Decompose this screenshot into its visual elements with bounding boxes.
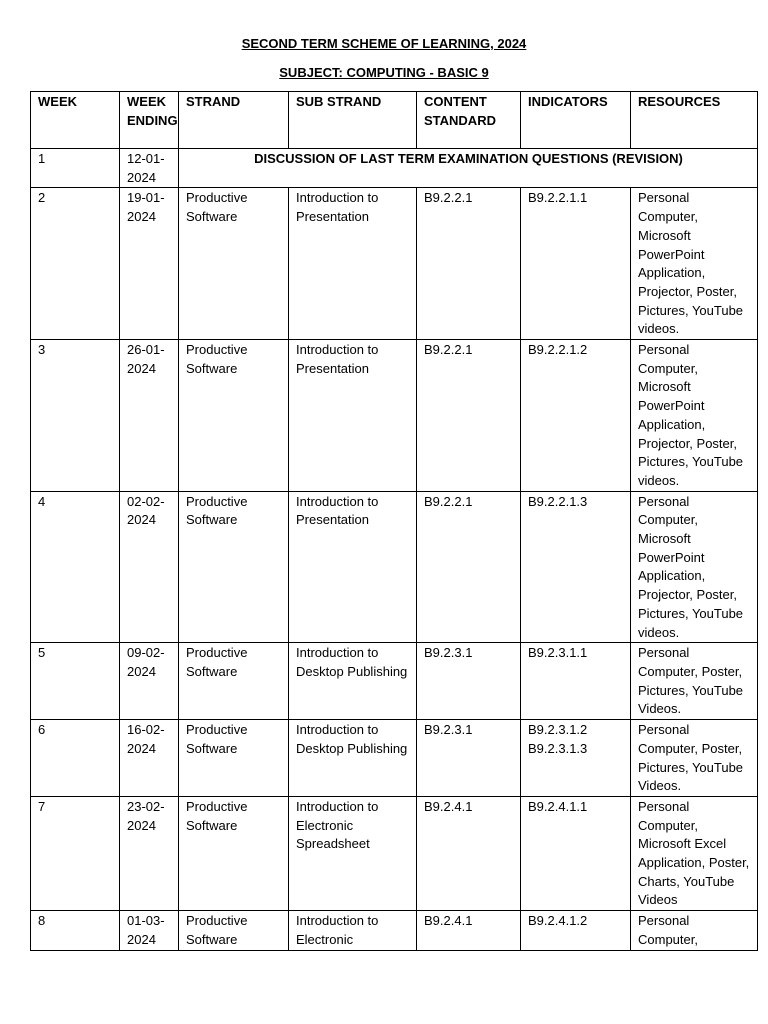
column-header-strand: STRAND xyxy=(179,92,289,149)
week-ending-cell: 26-01-2024 xyxy=(120,340,179,492)
week-ending-cell: 19-01-2024 xyxy=(120,188,179,340)
content-standard-cell: B9.2.2.1 xyxy=(417,491,521,643)
week-cell: 2 xyxy=(31,188,120,340)
indicators-cell: B9.2.3.1.1 xyxy=(521,643,631,720)
table-row xyxy=(31,911,758,950)
table-row xyxy=(31,491,758,643)
sub-strand-cell: Introduction to Presentation xyxy=(289,340,417,492)
table-row xyxy=(31,796,758,910)
table-row xyxy=(31,188,758,340)
indicators-cell: B9.2.3.1.2 B9.2.3.1.3 xyxy=(521,720,631,797)
column-header-content-standard: CONTENT STANDARD xyxy=(417,92,521,149)
sub-strand-cell: Introduction to Presentation xyxy=(289,188,417,340)
subject-heading: SUBJECT: COMPUTING - BASIC 9 xyxy=(279,65,489,80)
document-title: SECOND TERM SCHEME OF LEARNING, 2024 xyxy=(241,36,527,51)
resources-cell: Personal Computer, Microsoft PowerPoint Application, Projector, Poster, Pictures, YouTube videos. xyxy=(631,188,758,340)
column-header-sub-strand: SUB STRAND xyxy=(289,92,417,149)
week-cell: 4 xyxy=(31,491,120,643)
indicators-cell: B9.2.2.1.3 xyxy=(521,491,631,643)
indicators-cell: B9.2.4.1.2 xyxy=(521,911,631,950)
header-row xyxy=(31,92,758,149)
table-row xyxy=(31,340,758,492)
sub-strand-cell: Introduction to Electronic xyxy=(289,911,417,950)
content-standard-cell: B9.2.4.1 xyxy=(417,796,521,910)
week-ending-cell: 23-02-2024 xyxy=(120,796,179,910)
content-standard-cell: B9.2.2.1 xyxy=(417,188,521,340)
sub-strand-cell: Introduction to Desktop Publishing xyxy=(289,720,417,797)
content-standard-cell: B9.2.3.1 xyxy=(417,720,521,797)
week-cell: 3 xyxy=(31,340,120,492)
week-cell: 7 xyxy=(31,796,120,910)
resources-cell: Personal Computer, Poster, Pictures, YouTube Videos. xyxy=(631,643,758,720)
week-ending-cell: 09-02-2024 xyxy=(120,643,179,720)
week-ending-cell: 16-02-2024 xyxy=(120,720,179,797)
indicators-cell: B9.2.4.1.1 xyxy=(521,796,631,910)
strand-cell: Productive Software xyxy=(179,643,289,720)
table-row xyxy=(31,720,758,797)
week-ending-cell: 12-01-2024 xyxy=(120,149,179,188)
column-header-resources: RESOURCES xyxy=(631,92,758,149)
week-cell: 1 xyxy=(31,149,120,188)
indicators-cell: B9.2.2.1.2 xyxy=(521,340,631,492)
indicators-cell: B9.2.2.1.1 xyxy=(521,188,631,340)
revision-text: DISCUSSION OF LAST TERM EXAMINATION QUESTIONS (REVISION) xyxy=(179,149,758,188)
content-standard-cell: B9.2.3.1 xyxy=(417,643,521,720)
column-header-indicators: INDICATORS xyxy=(521,92,631,149)
revision-row xyxy=(31,149,758,188)
resources-cell: Personal Computer, xyxy=(631,911,758,950)
sub-strand-cell: Introduction to Presentation xyxy=(289,491,417,643)
resources-cell: Personal Computer, Microsoft PowerPoint Application, Projector, Poster, Pictures, YouTube videos. xyxy=(631,340,758,492)
column-header-week: WEEK xyxy=(31,92,120,149)
week-cell: 5 xyxy=(31,643,120,720)
content-standard-cell: B9.2.4.1 xyxy=(417,911,521,950)
sub-strand-cell: Introduction to Electronic Spreadsheet xyxy=(289,796,417,910)
strand-cell: Productive Software xyxy=(179,340,289,492)
content-standard-cell: B9.2.2.1 xyxy=(417,340,521,492)
week-cell: 8 xyxy=(31,911,120,950)
week-ending-cell: 02-02-2024 xyxy=(120,491,179,643)
strand-cell: Productive Software xyxy=(179,911,289,950)
sub-strand-cell: Introduction to Desktop Publishing xyxy=(289,643,417,720)
strand-cell: Productive Software xyxy=(179,188,289,340)
week-ending-cell: 01-03-2024 xyxy=(120,911,179,950)
resources-cell: Personal Computer, Microsoft Excel Application, Poster, Charts, YouTube Videos xyxy=(631,796,758,910)
strand-cell: Productive Software xyxy=(179,796,289,910)
scheme-table xyxy=(30,91,758,951)
strand-cell: Productive Software xyxy=(179,720,289,797)
strand-cell: Productive Software xyxy=(179,491,289,643)
column-header-week-ending: WEEK ENDING xyxy=(120,92,179,149)
resources-cell: Personal Computer, Poster, Pictures, YouTube Videos. xyxy=(631,720,758,797)
week-cell: 6 xyxy=(31,720,120,797)
resources-cell: Personal Computer, Microsoft PowerPoint Application, Projector, Poster, Pictures, YouTube videos. xyxy=(631,491,758,643)
table-row xyxy=(31,643,758,720)
